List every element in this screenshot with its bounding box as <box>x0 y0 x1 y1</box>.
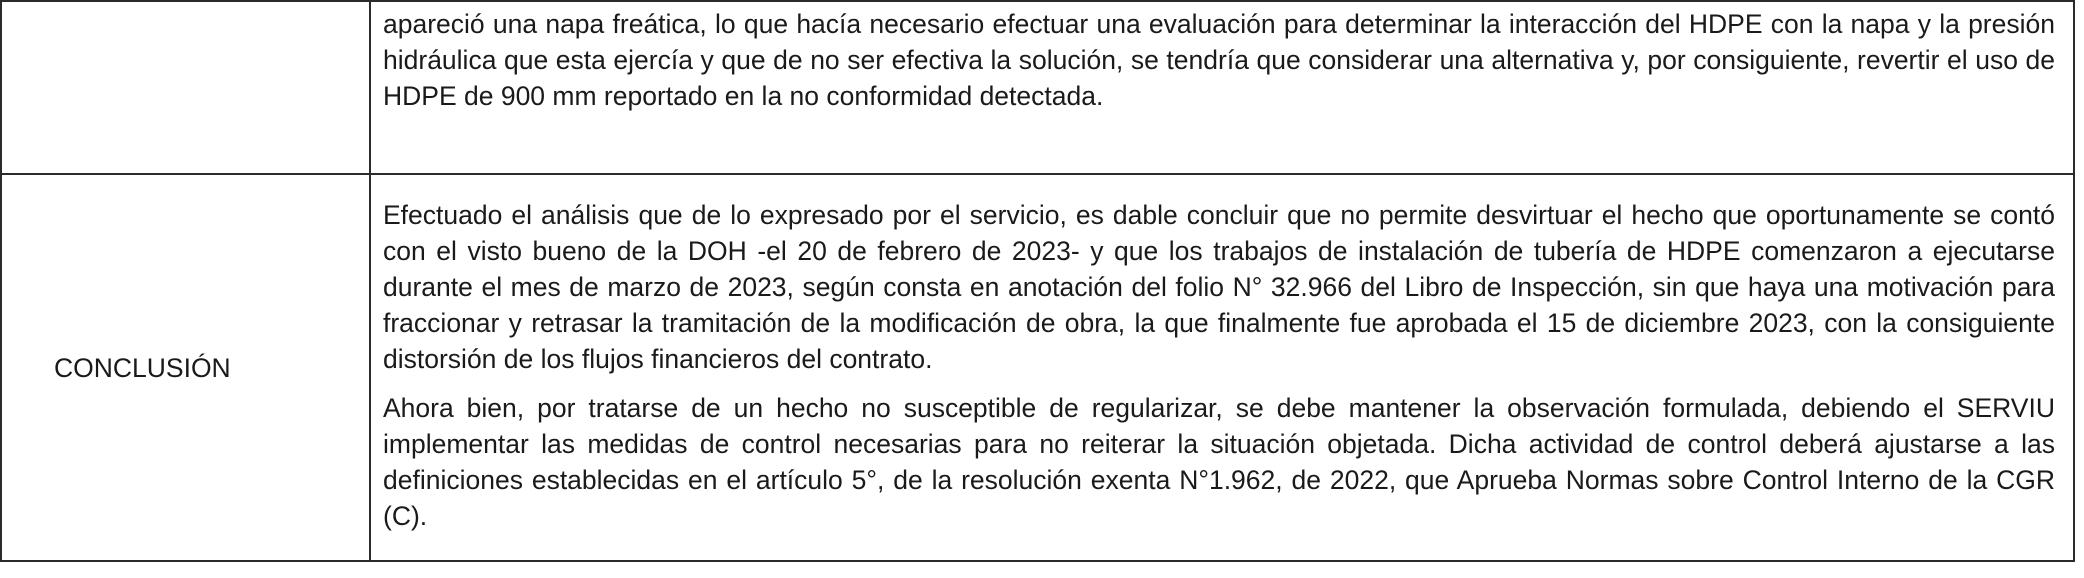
row-label-cell <box>1 1 370 174</box>
conclusion-body-cell <box>370 174 2074 561</box>
conclusion-label: CONCLUSIÓN <box>1 174 370 561</box>
conclusion-paragraph-1: Efectuado el análisis que de lo expresado por el servicio, es dable concluir que no permite desvirtuar el hecho que oportunamente se contó con el visto bueno de la DOH -el 20 de febrero de 2023- y que los trabajos de instalación de tubería de HDPE comenzaron a ejecutarse durante el mes de marzo de 2023, según consta en anotación del folio N° 32.966 del Libro de Inspección, sin que haya una motivación para fraccionar y retrasar la tramitación de la modificación de obra, la que finalmente fue aprobada el 15 de diciembre 2023, con la consiguiente distorsión de los flujos financieros del contrato. <box>383 200 2055 374</box>
row-body-cell <box>370 1 2074 174</box>
paragraph: apareció una napa freática, lo que hacía necesario efectuar una evaluación para determinar la interacción del HDPE con la napa y la presión hidráulica que esta ejercía y que de no ser efectiva la solución, se tendría que considerar una alternativa y, por consiguiente, revertir el uso de HDPE de 900 mm reportado en la no conformidad detectada. <box>383 9 2055 111</box>
table-row <box>1 174 2074 561</box>
conclusion-paragraph-2: Ahora bien, por tratarse de un hecho no susceptible de regularizar, se debe mantener la observación formulada, debiendo el SERVIU implementar las medidas de control necesarias para no reiterar la situación objetada. Dicha actividad de control deberá ajustarse a las definiciones establecidas en el artículo 5°, de la resolución exenta N°1.962, de 2022, que Aprueba Normas sobre Control Interno de la CGR (C). <box>383 393 2055 531</box>
table-row <box>1 1 2074 174</box>
